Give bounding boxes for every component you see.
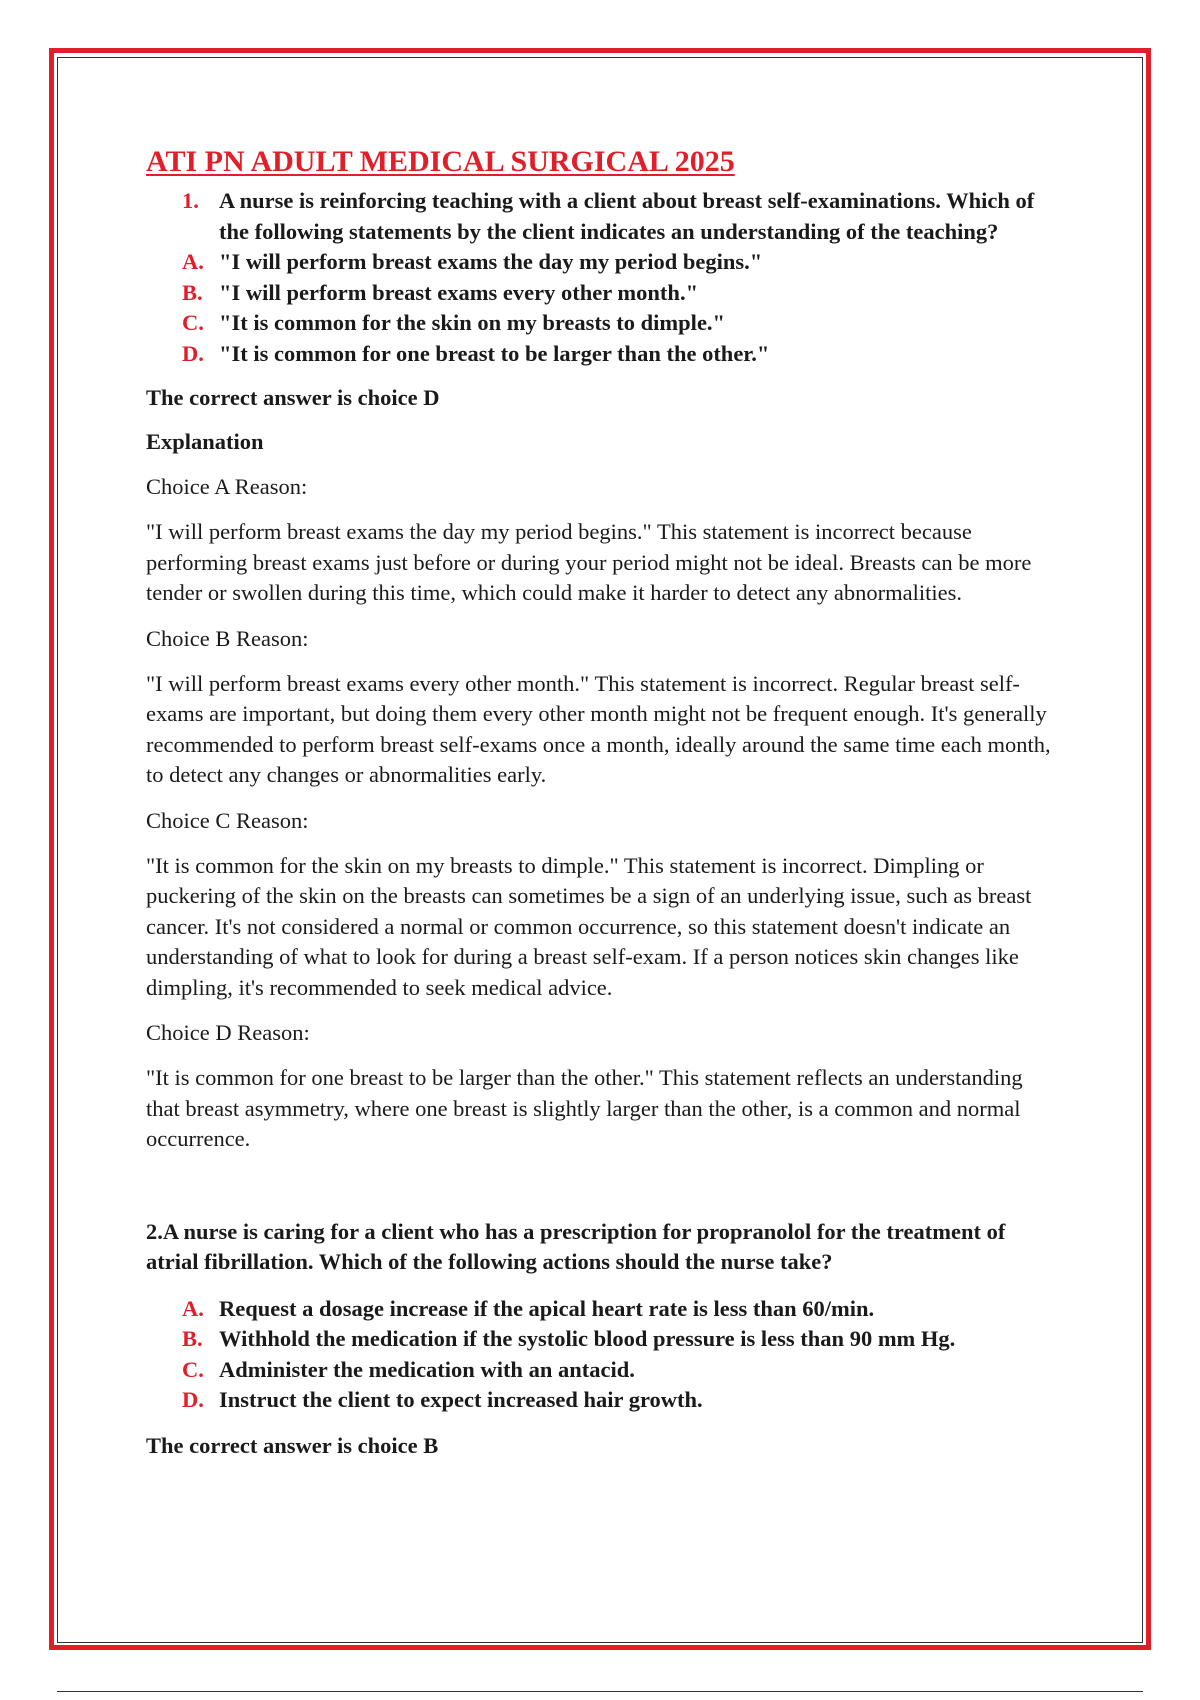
question-1-answer: The correct answer is choice D bbox=[146, 385, 440, 410]
option-letter: D. bbox=[182, 340, 204, 366]
option-letter: B. bbox=[182, 279, 203, 305]
option-text: Withhold the medication if the systolic blood pressure is less than 90 mm Hg. bbox=[219, 1326, 956, 1351]
choice-a-reason-heading: Choice A Reason: bbox=[146, 474, 308, 499]
question-2-option-c bbox=[146, 1355, 1056, 1386]
choice-c-reason-heading: Choice C Reason: bbox=[146, 807, 309, 833]
footer-rule bbox=[57, 1691, 1143, 1692]
question-1-option-d bbox=[146, 339, 1056, 370]
choice-b-reason-heading: Choice B Reason: bbox=[146, 625, 309, 651]
question-2-option-a bbox=[146, 1294, 1056, 1325]
option-letter: A. bbox=[182, 1295, 204, 1321]
choice-d-reason-text: "It is common for one breast to be larger than the other." This statement reflects an understanding that breast asymmetry, where one breast is slightly larger than the other, is a common and normal occurrence. bbox=[146, 1065, 1023, 1151]
question-1-option-a bbox=[146, 247, 1056, 278]
option-letter: C. bbox=[182, 1356, 204, 1382]
choice-c-reason-text: "It is common for the skin on my breasts to dimple." This statement is incorrect. Dimpling or puckering of the skin on the breasts can sometimes be a sign of an underlying issue, such as breast cancer. It's not considered a normal or common occurrence, so this statement doesn't indicate an understanding of what to look for during a breast self-exam. If a person notices skin changes like dimpling, it's recommended to seek medical advice. bbox=[146, 852, 1032, 1000]
question-1-text: A nurse is reinforcing teaching with a client about breast self-examinations. Which of the following statements by the client indicates an understanding of the teaching? bbox=[219, 188, 1035, 244]
choice-b-reason-text: "I will perform breast exams every other month." This statement is incorrect. Regular breast self-exams are important, but doing them every other month might not be frequent enough. It's generally recommended to perform breast self-exams once a month, ideally around the same time each month, to detect any changes or abnormalities early. bbox=[146, 670, 1051, 787]
option-letter: A. bbox=[182, 249, 204, 274]
question-2-option-b bbox=[146, 1324, 1056, 1355]
question-2-text: 2.A nurse is caring for a client who has a prescription for propranolol for the treatment of atrial fibrillation. Which of the following actions should the nurse take? bbox=[146, 1218, 1006, 1274]
question-1-block bbox=[146, 186, 1056, 369]
option-text: Request a dosage increase if the apical heart rate is less than 60/min. bbox=[219, 1295, 875, 1321]
option-text: "I will perform breast exams every other month." bbox=[219, 279, 699, 305]
question-1-number: 1. bbox=[182, 188, 199, 213]
explanation-heading: Explanation bbox=[146, 429, 264, 454]
question-1-option-c bbox=[146, 308, 1056, 339]
document-body bbox=[146, 142, 1056, 1461]
option-text: "It is common for one breast to be larger than the other." bbox=[219, 340, 770, 366]
option-text: "I will perform breast exams the day my period begins." bbox=[219, 249, 763, 274]
option-text: "It is common for the skin on my breasts to dimple." bbox=[219, 310, 726, 335]
question-1-option-b bbox=[146, 278, 1056, 309]
question-2-option-d bbox=[146, 1385, 1056, 1416]
option-letter: B. bbox=[182, 1326, 203, 1351]
question-1-stem bbox=[146, 186, 1056, 247]
question-2-options bbox=[146, 1294, 1056, 1416]
choice-a-reason-text: "I will perform breast exams the day my period begins." This statement is incorrect because performing breast exams just before or during your period might not be ideal. Breasts can be more tender or swollen during this time, which could make it harder to detect any abnormalities. bbox=[146, 519, 1032, 605]
document-title: ATI PN ADULT MEDICAL SURGICAL 2025 bbox=[146, 145, 735, 178]
question-2-answer: The correct answer is choice B bbox=[146, 1432, 439, 1458]
choice-d-reason-heading: Choice D Reason: bbox=[146, 1020, 310, 1045]
option-letter: D. bbox=[182, 1387, 204, 1412]
option-text: Administer the medication with an antacid. bbox=[219, 1356, 635, 1382]
option-letter: C. bbox=[182, 310, 204, 335]
option-text: Instruct the client to expect increased hair growth. bbox=[219, 1387, 703, 1412]
